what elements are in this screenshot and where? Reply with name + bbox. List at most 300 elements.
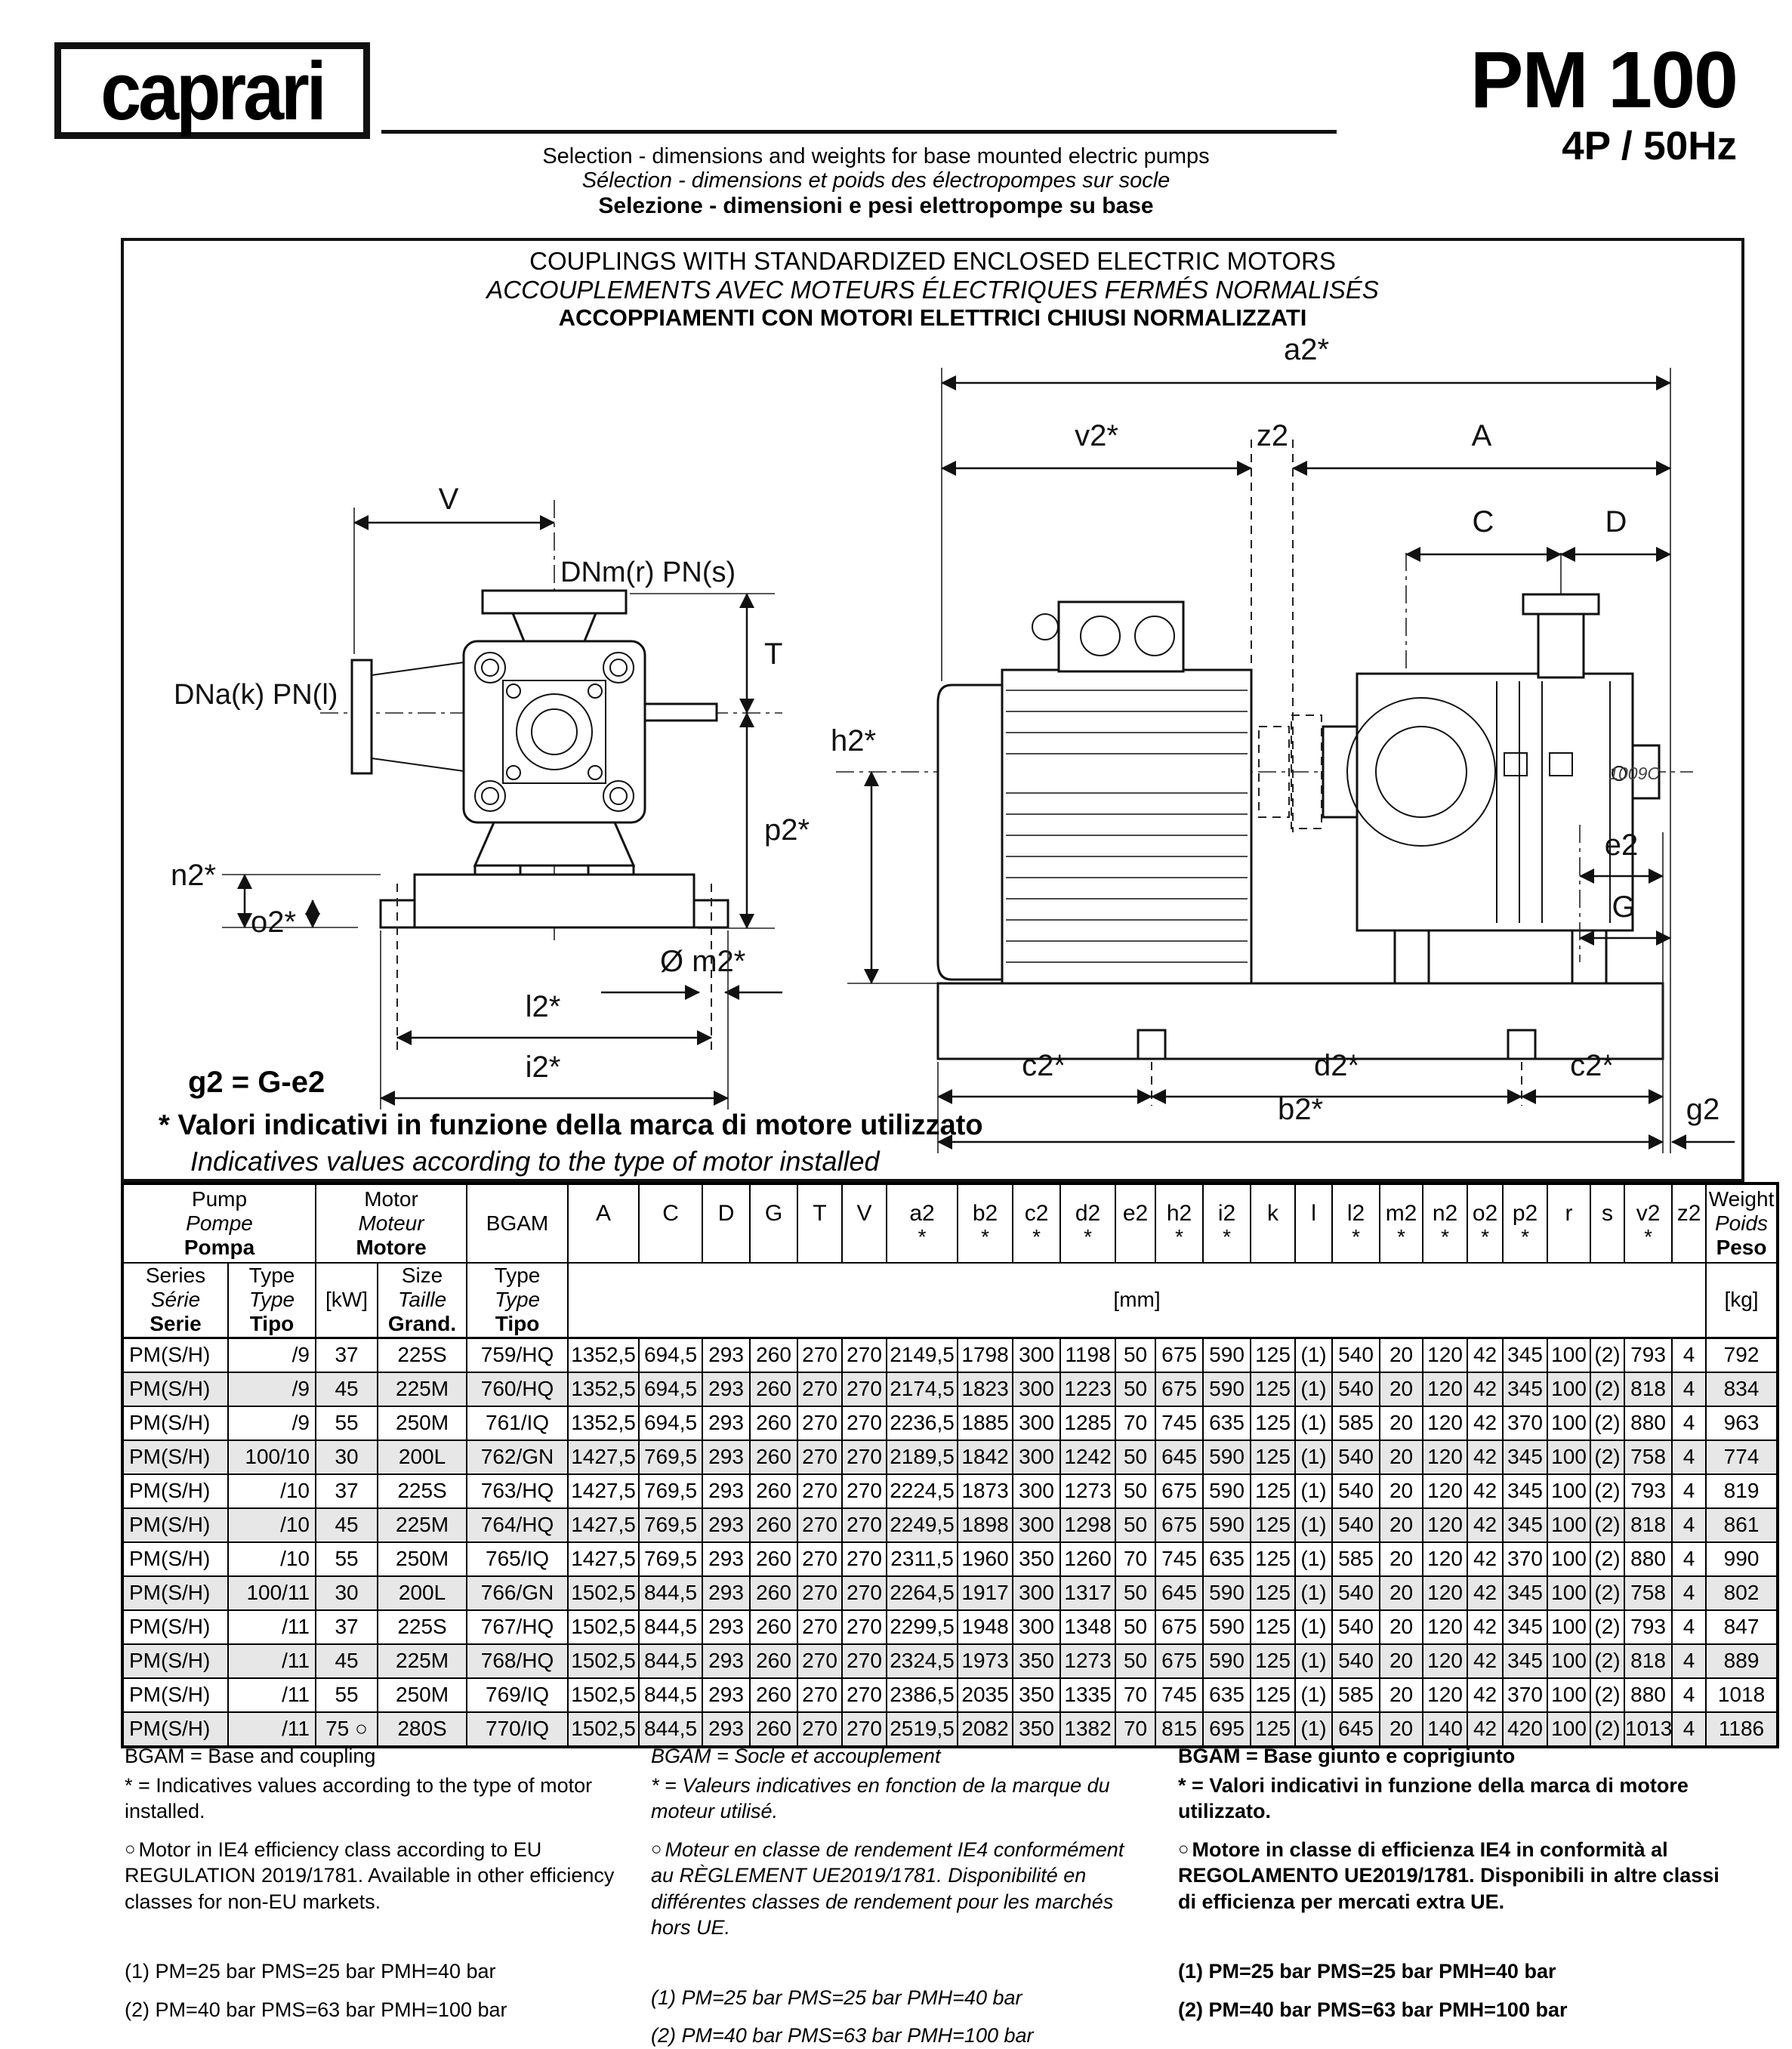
cell-dim-s: (2) [1590, 1338, 1624, 1372]
cell-dim-C: 844,5 [639, 1712, 702, 1747]
subtitle-en: Selection - dimensions and weights for base mounted electric pumps [542, 144, 1210, 168]
cell-dim-k: 125 [1251, 1338, 1295, 1372]
cell-dim-h2: 745 [1155, 1678, 1203, 1712]
cell-size: 250M [378, 1678, 467, 1712]
cell-dim-p2: 345 [1503, 1338, 1547, 1372]
cell-dim-V: 270 [842, 1508, 887, 1542]
page-subtitle [498, 145, 1254, 218]
bgam-type-header [467, 1263, 568, 1338]
size-header-en: Size [401, 1264, 443, 1287]
cell-dim-l: (1) [1295, 1474, 1332, 1508]
dim-col-header-l2: l2 * [1332, 1183, 1380, 1263]
cell-dim-v2: 880 [1624, 1542, 1672, 1576]
cell-bgam: 759/HQ [467, 1338, 568, 1372]
cell-dim-m2: 20 [1380, 1678, 1423, 1712]
cell-dim-e2: 50 [1115, 1440, 1155, 1474]
cell-dim-l2: 540 [1332, 1372, 1380, 1406]
bgam-type-header-it: Tipo [495, 1312, 540, 1336]
cell-type: /10 [228, 1542, 316, 1576]
cell-dim-i2: 590 [1203, 1576, 1251, 1610]
cell-bgam: 769/IQ [467, 1678, 568, 1712]
series-header-it: Serie [150, 1312, 202, 1336]
cell-series: PM(S/H) [122, 1508, 228, 1542]
cell-dim-k: 125 [1251, 1576, 1295, 1610]
cell-series: PM(S/H) [122, 1406, 228, 1440]
dim-col-header-a2: a2 * [887, 1183, 958, 1263]
cell-size: 225S [378, 1338, 467, 1372]
cell-dim-c2: 350 [1013, 1644, 1060, 1678]
cell-dim-o2: 42 [1467, 1542, 1503, 1576]
table-row [122, 1712, 1778, 1747]
cell-dim-C: 844,5 [639, 1610, 702, 1644]
cell-dim-D: 293 [702, 1338, 750, 1372]
dim-label-DNm: DNm(r) PN(s) [560, 557, 736, 588]
cell-dim-C: 694,5 [639, 1406, 702, 1440]
motor-header-fr: Moteur [358, 1211, 424, 1235]
cell-dim-l: (1) [1295, 1508, 1332, 1542]
dim-col-header-A: A [568, 1183, 639, 1263]
cell-dim-c2: 300 [1013, 1440, 1060, 1474]
cell-dim-T: 270 [797, 1644, 842, 1678]
cell-dim-o2: 42 [1467, 1508, 1503, 1542]
dim-col-header-G: G [750, 1183, 797, 1263]
cell-dim-b2: 1948 [958, 1610, 1013, 1644]
cell-dim-i2: 590 [1203, 1474, 1251, 1508]
cell-dim-h2: 675 [1155, 1644, 1203, 1678]
cell-dim-o2: 42 [1467, 1406, 1503, 1440]
cell-dim-b2: 1973 [958, 1644, 1013, 1678]
cell-dim-G: 260 [750, 1542, 797, 1576]
cell-dim-i2: 590 [1203, 1508, 1251, 1542]
cell-dim-n2: 120 [1423, 1678, 1467, 1712]
cell-dim-l2: 540 [1332, 1610, 1380, 1644]
cell-weight: 963 [1706, 1406, 1778, 1440]
cell-dim-d2: 1285 [1060, 1406, 1115, 1440]
cell-dim-V: 270 [842, 1474, 887, 1508]
dim-label-T: T [764, 637, 783, 671]
cell-dim-A: 1502,5 [568, 1610, 639, 1644]
cell-dim-c2: 300 [1013, 1406, 1060, 1440]
type-header-en: Type [248, 1264, 295, 1287]
cell-dim-G: 260 [750, 1576, 797, 1610]
cell-dim-l2: 540 [1332, 1576, 1380, 1610]
cell-dim-i2: 590 [1203, 1372, 1251, 1406]
footnote-ie4-fr [651, 1837, 1146, 1941]
dim-col-header-o2: o2 * [1467, 1183, 1503, 1263]
cell-dim-n2: 120 [1423, 1644, 1467, 1678]
circle-icon: ○ [125, 1838, 136, 1859]
cell-dim-V: 270 [842, 1576, 887, 1610]
cell-dim-k: 125 [1251, 1372, 1295, 1406]
cell-dim-i2: 635 [1203, 1678, 1251, 1712]
table-row [122, 1644, 1778, 1678]
cell-bgam: 764/HQ [467, 1508, 568, 1542]
cell-dim-G: 260 [750, 1712, 797, 1747]
cell-dim-T: 270 [797, 1338, 842, 1372]
cell-bgam: 765/IQ [467, 1542, 568, 1576]
cell-dim-C: 844,5 [639, 1644, 702, 1678]
pump-front-view-drawing [131, 328, 871, 1128]
cell-dim-c2: 300 [1013, 1372, 1060, 1406]
cell-dim-G: 260 [750, 1508, 797, 1542]
cell-kw: 75 ○ [316, 1712, 378, 1747]
dim-col-header-n2: n2 * [1423, 1183, 1467, 1263]
footnote-pressure1-fr: (1) PM=25 bar PMS=25 bar PMH=40 bar [651, 1986, 1022, 2009]
cell-dim-a2: 2236,5 [887, 1406, 958, 1440]
dim-label-b2: b2* [1277, 1093, 1324, 1126]
cell-dim-D: 293 [702, 1372, 750, 1406]
cell-dim-C: 769,5 [639, 1542, 702, 1576]
cell-dim-a2: 2224,5 [887, 1474, 958, 1508]
cell-size: 200L [378, 1576, 467, 1610]
cell-dim-k: 125 [1251, 1610, 1295, 1644]
dim-label-i2: i2* [525, 1051, 561, 1084]
cell-weight: 834 [1706, 1372, 1778, 1406]
cell-dim-l: (1) [1295, 1406, 1332, 1440]
cell-dim-h2: 815 [1155, 1712, 1203, 1747]
cell-dim-d2: 1348 [1060, 1610, 1115, 1644]
type-header [228, 1263, 316, 1338]
cell-dim-l2: 540 [1332, 1644, 1380, 1678]
cell-dim-G: 260 [750, 1474, 797, 1508]
cell-size: 280S [378, 1712, 467, 1747]
dim-label-p2: p2* [764, 813, 810, 847]
cell-dim-m2: 20 [1380, 1440, 1423, 1474]
cell-dim-A: 1427,5 [568, 1508, 639, 1542]
dim-col-header-r: r [1547, 1183, 1590, 1263]
cell-series: PM(S/H) [122, 1678, 228, 1712]
cell-series: PM(S/H) [122, 1372, 228, 1406]
cell-dim-V: 270 [842, 1712, 887, 1747]
weight-header-fr: Poids [1715, 1211, 1769, 1235]
cell-type: /10 [228, 1474, 316, 1508]
table-row [122, 1542, 1778, 1576]
cell-dim-D: 293 [702, 1678, 750, 1712]
kw-header: [kW] [316, 1263, 378, 1338]
cell-dim-p2: 345 [1503, 1440, 1547, 1474]
dim-label-g2: g2 [1686, 1093, 1720, 1126]
cell-dim-m2: 20 [1380, 1644, 1423, 1678]
dim-label-z2: z2 [1256, 419, 1289, 452]
cell-dim-b2: 1885 [958, 1406, 1013, 1440]
base-plate-illustration [938, 983, 1663, 1059]
cell-dim-s: (2) [1590, 1474, 1624, 1508]
dim-label-e2: e2 [1604, 829, 1639, 862]
cell-dim-v2: 880 [1624, 1406, 1672, 1440]
cell-dim-a2: 2324,5 [887, 1644, 958, 1678]
cell-dim-o2: 42 [1467, 1610, 1503, 1644]
cell-dim-m2: 20 [1380, 1542, 1423, 1576]
cell-dim-c2: 350 [1013, 1712, 1060, 1747]
cell-weight: 792 [1706, 1338, 1778, 1372]
cell-weight: 990 [1706, 1542, 1778, 1576]
cell-bgam: 760/HQ [467, 1372, 568, 1406]
cell-dim-r: 100 [1547, 1474, 1590, 1508]
cell-dim-T: 270 [797, 1610, 842, 1644]
dim-label-V: V [438, 483, 459, 516]
cell-dim-C: 844,5 [639, 1576, 702, 1610]
cell-dim-C: 769,5 [639, 1440, 702, 1474]
cell-dim-b2: 1798 [958, 1338, 1013, 1372]
cell-kw: 37 [316, 1474, 378, 1508]
cell-kw: 55 [316, 1406, 378, 1440]
cell-dim-k: 125 [1251, 1712, 1295, 1747]
cell-dim-c2: 350 [1013, 1542, 1060, 1576]
cell-dim-i2: 590 [1203, 1440, 1251, 1474]
footnote-star-fr: * = Valeurs indicatives en fonction de la marque du moteur utilisé. [651, 1773, 1110, 1823]
dim-label-DNa: DNa(k) PN(l) [174, 679, 338, 711]
cell-dim-C: 844,5 [639, 1678, 702, 1712]
cell-dim-V: 270 [842, 1406, 887, 1440]
cell-dim-d2: 1335 [1060, 1678, 1115, 1712]
dim-label-m2: Ø m2* [660, 945, 746, 978]
subtitle-fr: Sélection - dimensions et poids des électropompes sur socle [581, 168, 1171, 193]
cell-type: 100/11 [228, 1576, 316, 1610]
cell-dim-v2: 1013 [1624, 1712, 1672, 1747]
footnote-pressure2-en: (2) PM=40 bar PMS=63 bar PMH=100 bar [125, 1998, 507, 2021]
cell-dim-A: 1502,5 [568, 1712, 639, 1747]
bgam-type-header-en: Type [494, 1264, 541, 1287]
cell-dim-e2: 70 [1115, 1542, 1155, 1576]
cell-dim-i2: 590 [1203, 1610, 1251, 1644]
multistage-pump-illustration [1323, 594, 1659, 983]
cell-dim-k: 125 [1251, 1440, 1295, 1474]
cell-dim-h2: 645 [1155, 1440, 1203, 1474]
cell-dim-d2: 1298 [1060, 1508, 1115, 1542]
cell-dim-D: 293 [702, 1474, 750, 1508]
cell-dim-G: 260 [750, 1338, 797, 1372]
drawing-note-en: Indicatives values according to the type of motor installed [190, 1146, 880, 1177]
dim-label-G: G [1612, 890, 1636, 924]
cell-dim-m2: 20 [1380, 1576, 1423, 1610]
model-variant: 4P / 50Hz [1562, 123, 1737, 168]
cell-dim-T: 270 [797, 1474, 842, 1508]
cell-dim-h2: 675 [1155, 1474, 1203, 1508]
cell-dim-h2: 645 [1155, 1576, 1203, 1610]
cell-dim-r: 100 [1547, 1610, 1590, 1644]
cell-dim-e2: 50 [1115, 1610, 1155, 1644]
cell-dim-p2: 345 [1503, 1508, 1547, 1542]
footnote-pressure1-en: (1) PM=25 bar PMS=25 bar PMH=40 bar [125, 1960, 496, 1983]
cell-dim-A: 1502,5 [568, 1576, 639, 1610]
footnote-pressure2-fr: (2) PM=40 bar PMS=63 bar PMH=100 bar [651, 2024, 1034, 2047]
dim-col-header-p2: p2 * [1503, 1183, 1547, 1263]
table-row [122, 1406, 1778, 1440]
cell-dim-D: 293 [702, 1712, 750, 1747]
page-title: PM 100 [1470, 35, 1737, 125]
dim-label-a2: a2* [1283, 333, 1330, 366]
cell-size: 225M [378, 1372, 467, 1406]
cell-dim-G: 260 [750, 1372, 797, 1406]
cell-dim-n2: 120 [1423, 1508, 1467, 1542]
dim-col-header-D: D [702, 1183, 750, 1263]
cell-dim-p2: 345 [1503, 1474, 1547, 1508]
cell-dim-l: (1) [1295, 1542, 1332, 1576]
cell-weight: 889 [1706, 1644, 1778, 1678]
cell-dim-k: 125 [1251, 1508, 1295, 1542]
cell-dim-D: 293 [702, 1610, 750, 1644]
cell-dim-V: 270 [842, 1678, 887, 1712]
cell-dim-b2: 1898 [958, 1508, 1013, 1542]
footnote-ie4-text-en: Motor in IE4 efficiency class according to EU REGULATION 2019/1781. Available in other efficiency classes for non-EU markets. [125, 1838, 615, 1913]
cell-dim-d2: 1260 [1060, 1542, 1115, 1576]
cell-dim-o2: 42 [1467, 1338, 1503, 1372]
cell-dim-b2: 2035 [958, 1678, 1013, 1712]
size-header-it: Grand. [387, 1312, 457, 1336]
cell-dim-p2: 420 [1503, 1712, 1547, 1747]
cell-dim-l: (1) [1295, 1610, 1332, 1644]
dim-col-header-V: V [842, 1183, 887, 1263]
g2-formula: g2 = G-e2 [188, 1066, 325, 1099]
cell-dim-e2: 50 [1115, 1576, 1155, 1610]
cell-type: /11 [228, 1678, 316, 1712]
table-row [122, 1338, 1778, 1372]
cell-dim-a2: 2311,5 [887, 1542, 958, 1576]
drawing-title-it: ACCOPPIAMENTI CON MOTORI ELETTRICI CHIUSI NORMALIZZATI [558, 304, 1307, 331]
cell-dim-m2: 20 [1380, 1474, 1423, 1508]
weight-header-it: Peso [1716, 1236, 1767, 1260]
dim-label-C: C [1472, 505, 1494, 538]
cell-dim-a2: 2174,5 [887, 1372, 958, 1406]
cell-dim-T: 270 [797, 1712, 842, 1747]
cell-dim-s: (2) [1590, 1576, 1624, 1610]
pump-illustration [352, 591, 728, 927]
cell-dim-s: (2) [1590, 1644, 1624, 1678]
circle-icon: ○ [651, 1838, 662, 1859]
cell-dim-n2: 120 [1423, 1474, 1467, 1508]
pump-set-side-view-drawing [825, 304, 1742, 1180]
cell-dim-e2: 70 [1115, 1712, 1155, 1747]
cell-type: /11 [228, 1712, 316, 1747]
footnote-star-en: * = Indicatives values according to the type of motor installed. [125, 1773, 593, 1823]
cell-dim-n2: 120 [1423, 1542, 1467, 1576]
cell-dim-r: 100 [1547, 1678, 1590, 1712]
cell-dim-z2: 4 [1672, 1644, 1706, 1678]
drawing-ref-code: 1009C [1608, 764, 1660, 783]
motor-group-header [316, 1183, 467, 1263]
dim-col-header-v2: v2 * [1624, 1183, 1672, 1263]
dimensions-table [121, 1182, 1779, 1748]
cell-series: PM(S/H) [122, 1542, 228, 1576]
model-block [1470, 36, 1737, 168]
cell-dim-e2: 70 [1115, 1406, 1155, 1440]
cell-dim-i2: 635 [1203, 1542, 1251, 1576]
cell-dim-v2: 793 [1624, 1474, 1672, 1508]
cell-dim-m2: 20 [1380, 1508, 1423, 1542]
cell-dim-d2: 1273 [1060, 1474, 1115, 1508]
cell-dim-l: (1) [1295, 1338, 1332, 1372]
table-row [122, 1576, 1778, 1610]
cell-weight: 1018 [1706, 1678, 1778, 1712]
cell-dim-G: 260 [750, 1610, 797, 1644]
cell-dim-v2: 818 [1624, 1644, 1672, 1678]
footnote-star-it: * = Valori indicativi in funzione della marca di motore utilizzato. [1178, 1773, 1689, 1823]
cell-kw: 30 [316, 1576, 378, 1610]
size-header-fr: Taille [397, 1288, 447, 1312]
cell-kw: 45 [316, 1508, 378, 1542]
cell-dim-b2: 2082 [958, 1712, 1013, 1747]
cell-dim-n2: 120 [1423, 1338, 1467, 1372]
cell-dim-r: 100 [1547, 1338, 1590, 1372]
cell-dim-k: 125 [1251, 1474, 1295, 1508]
cell-dim-m2: 20 [1380, 1406, 1423, 1440]
dim-col-header-m2: m2 * [1380, 1183, 1423, 1263]
cell-dim-A: 1427,5 [568, 1474, 639, 1508]
drawing-note-it: * Valori indicativi in funzione della marca di motore utilizzato [159, 1109, 983, 1141]
cell-dim-e2: 50 [1115, 1644, 1155, 1678]
cell-dim-m2: 20 [1380, 1372, 1423, 1406]
cell-dim-m2: 20 [1380, 1610, 1423, 1644]
dim-label-o2: o2* [251, 906, 297, 939]
cell-dim-b2: 1842 [958, 1440, 1013, 1474]
cell-dim-a2: 2299,5 [887, 1610, 958, 1644]
cell-dim-c2: 300 [1013, 1508, 1060, 1542]
cell-series: PM(S/H) [122, 1712, 228, 1747]
cell-size: 225S [378, 1610, 467, 1644]
motor-header-it: Motore [356, 1236, 427, 1260]
cell-dim-s: (2) [1590, 1712, 1624, 1747]
cell-dim-p2: 370 [1503, 1678, 1547, 1712]
cell-dim-z2: 4 [1672, 1474, 1706, 1508]
cell-dim-c2: 300 [1013, 1576, 1060, 1610]
cell-type: /9 [228, 1372, 316, 1406]
cell-dim-V: 270 [842, 1610, 887, 1644]
cell-dim-k: 125 [1251, 1678, 1295, 1712]
cell-dim-V: 270 [842, 1542, 887, 1576]
bgam-header: BGAM [467, 1183, 568, 1263]
cell-dim-o2: 42 [1467, 1712, 1503, 1747]
cell-dim-r: 100 [1547, 1440, 1590, 1474]
cell-kw: 55 [316, 1542, 378, 1576]
cell-dim-v2: 793 [1624, 1338, 1672, 1372]
cell-series: PM(S/H) [122, 1644, 228, 1678]
cell-dim-n2: 120 [1423, 1372, 1467, 1406]
motor-header-en: Motor [364, 1187, 418, 1211]
cell-dim-A: 1502,5 [568, 1678, 639, 1712]
cell-dim-T: 270 [797, 1508, 842, 1542]
cell-dim-c2: 300 [1013, 1338, 1060, 1372]
cell-dim-s: (2) [1590, 1372, 1624, 1406]
circle-icon: ○ [1178, 1838, 1189, 1859]
cell-dim-z2: 4 [1672, 1372, 1706, 1406]
header-rule [381, 130, 1337, 134]
dim-col-header-c2: c2 * [1013, 1183, 1060, 1263]
footnote-bgam-en: BGAM = Base and coupling [125, 1745, 376, 1767]
cell-dim-r: 100 [1547, 1406, 1590, 1440]
cell-dim-h2: 675 [1155, 1338, 1203, 1372]
cell-dim-p2: 345 [1503, 1372, 1547, 1406]
mm-unit-header: [mm] [568, 1263, 1706, 1338]
cell-dim-s: (2) [1590, 1610, 1624, 1644]
cell-dim-l: (1) [1295, 1576, 1332, 1610]
cell-dim-A: 1352,5 [568, 1406, 639, 1440]
cell-dim-l2: 585 [1332, 1678, 1380, 1712]
cell-dim-r: 100 [1547, 1372, 1590, 1406]
dim-col-header-e2: e2 [1115, 1183, 1155, 1263]
pump-header-en: Pump [191, 1187, 248, 1211]
cell-kw: 37 [316, 1610, 378, 1644]
footnote-bgam-fr: BGAM = Socle et accouplement [651, 1745, 941, 1767]
dim-col-header-b2: b2 * [958, 1183, 1013, 1263]
cell-dim-p2: 345 [1503, 1610, 1547, 1644]
footnotes-en [125, 1743, 615, 2023]
cell-dim-T: 270 [797, 1576, 842, 1610]
cell-dim-b2: 1917 [958, 1576, 1013, 1610]
cell-kw: 55 [316, 1678, 378, 1712]
table-row [122, 1440, 1778, 1474]
cell-dim-a2: 2249,5 [887, 1508, 958, 1542]
dim-col-header-d2: d2 * [1060, 1183, 1115, 1263]
